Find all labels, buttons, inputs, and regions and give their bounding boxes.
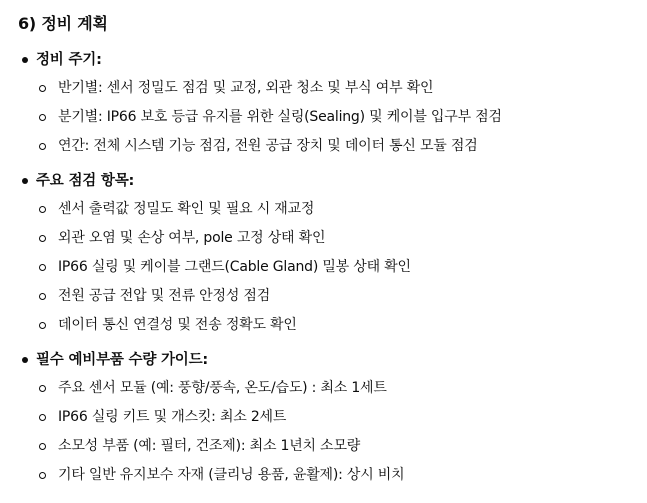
section-maintenance-cycle xyxy=(18,46,647,161)
list-item-text: 반기별: 센서 정밀도 점검 및 교정, 외관 청소 및 부식 여부 확인 xyxy=(58,80,434,96)
list-item-text: 외관 오염 및 손상 여부, pole 고정 상태 확인 xyxy=(58,230,326,246)
list-item-text: 분기별: IP66 보호 등급 유지를 위한 실링(Sealing) 및 케이블 입구부 점검 xyxy=(58,109,502,125)
list-item-text: 주요 센서 모듈 (예: 풍향/풍속, 온도/습도) : 최소 1세트 xyxy=(58,380,387,396)
circle-bullet-icon xyxy=(39,235,46,242)
section-spare-parts-guide xyxy=(18,346,647,490)
list-item xyxy=(18,253,647,282)
list-item-text: 전원 공급 전압 및 전류 안정성 점검 xyxy=(58,288,271,304)
list-item xyxy=(18,311,647,340)
list-item-text: 기타 일반 유지보수 자재 (클리닝 용품, 윤활제): 상시 비치 xyxy=(58,467,405,483)
list-item xyxy=(18,74,647,103)
circle-bullet-icon xyxy=(39,206,46,213)
list-item xyxy=(18,103,647,132)
circle-bullet-icon xyxy=(39,322,46,329)
list-item xyxy=(18,374,647,403)
circle-bullet-icon xyxy=(39,114,46,121)
item-list xyxy=(18,195,647,340)
section-title-text: 정비 주기: xyxy=(36,52,102,68)
item-list xyxy=(18,74,647,161)
list-item-text: 센서 출력값 정밀도 확인 및 필요 시 재교정 xyxy=(58,201,315,217)
list-item-text: 소모성 부품 (예: 필터, 건조제): 최소 1년치 소모량 xyxy=(58,438,361,454)
bullet-icon xyxy=(22,57,28,63)
circle-bullet-icon xyxy=(39,414,46,421)
circle-bullet-icon xyxy=(39,293,46,300)
circle-bullet-icon xyxy=(39,443,46,450)
section-title xyxy=(18,346,647,374)
list-item xyxy=(18,132,647,161)
section-title xyxy=(18,167,647,195)
list-item xyxy=(18,282,647,311)
section-title xyxy=(18,46,647,74)
list-item xyxy=(18,461,647,490)
section-title-text: 필수 예비부품 수량 가이드: xyxy=(36,352,209,368)
section-title-text: 주요 점검 항목: xyxy=(36,173,135,189)
list-item-text: IP66 실링 및 케이블 그랜드(Cable Gland) 밀봉 상태 확인 xyxy=(58,259,411,275)
list-item xyxy=(18,224,647,253)
list-item xyxy=(18,195,647,224)
section-inspection-items xyxy=(18,167,647,340)
list-item xyxy=(18,403,647,432)
circle-bullet-icon xyxy=(39,143,46,150)
item-list xyxy=(18,374,647,490)
list-item xyxy=(18,432,647,461)
circle-bullet-icon xyxy=(39,385,46,392)
list-item-text: IP66 실링 키트 및 개스킷: 최소 2세트 xyxy=(58,409,287,425)
circle-bullet-icon xyxy=(39,264,46,271)
section-heading: 6) 정비 계획 xyxy=(18,14,108,33)
circle-bullet-icon xyxy=(39,85,46,92)
bullet-icon xyxy=(22,357,28,363)
list-item-text: 연간: 전체 시스템 기능 점검, 전원 공급 장치 및 데이터 통신 모듈 점검 xyxy=(58,138,478,154)
circle-bullet-icon xyxy=(39,472,46,479)
bullet-icon xyxy=(22,178,28,184)
list-item-text: 데이터 통신 연결성 및 전송 정확도 확인 xyxy=(58,317,297,333)
